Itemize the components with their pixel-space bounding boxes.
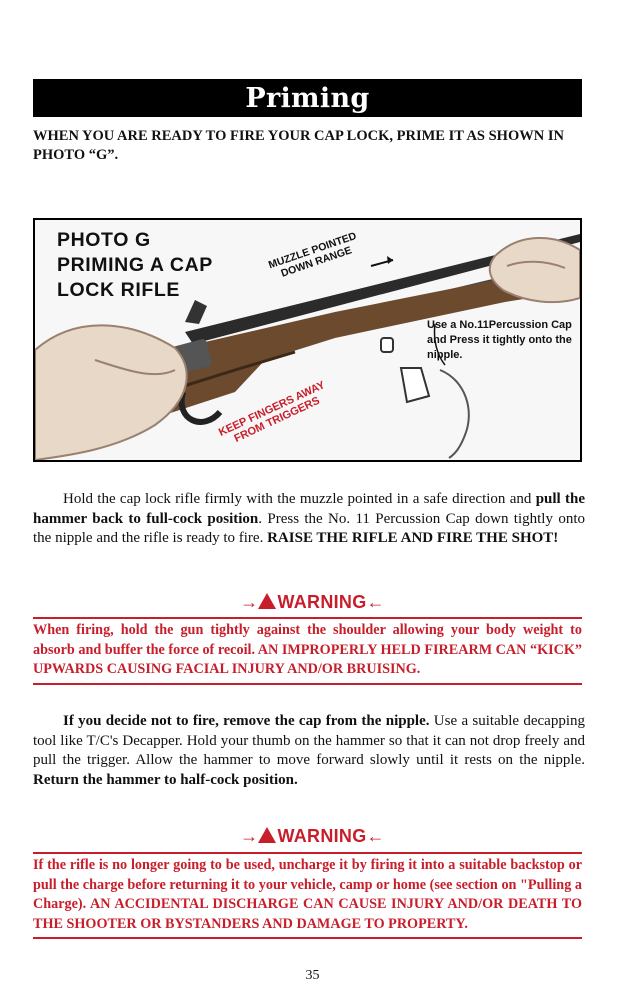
warning-box-2: If the rifle is no longer going to be used, uncharge it by firing it into a suitable backstop or pull the charge before returning it to your vehicle, camp or home (see section on "Pulling a Charge). AN ACCIDENTAL DISCHARGE CAN CAUSE INJURY AND/OR DEATH TO THE SHOOTER OR BYSTANDERS AND DAMAGE TO PROPERTY.: [33, 852, 582, 939]
p1-text-a: Hold the cap lock rifle firmly with the muzzle pointed in a safe direction and: [63, 491, 536, 507]
warning-triangle-icon: [258, 827, 276, 843]
warning-heading-2: → WARNING←: [240, 826, 385, 846]
photo-g: [33, 218, 582, 462]
instruction-paragraph: [33, 490, 585, 549]
cap-callout: Use a No.11Percussion Cap and Press it tightly onto the nipple.: [427, 319, 572, 361]
warning-label-1: WARNING: [277, 592, 367, 612]
p1-bold-b: pull the hammer back to full-cock position: [33, 491, 586, 527]
warning-triangle-icon: [258, 593, 276, 609]
p2-text-b: Use a suitable decapping tool like T/C's Decapper. Hold your thumb on the hammer so that it can not drop freely and pull the trigger. Allow the hammer to move forward slowly until it rests on the nipple.: [33, 713, 586, 768]
warning-box-1: When firing, hold the gun tightly against the shoulder allowing your body weight to absorb and buffer the force of recoil. AN IMPROPERLY HELD FIREARM CAN “KICK” UPWARDS CAUSING FACIAL INJURY AND/OR BRUISING.: [33, 617, 582, 685]
p2-bold-c: Return the hammer to half-cock position.: [33, 771, 298, 788]
p1-bold-d: RAISE THE RIFLE AND FIRE THE SHOT!: [267, 530, 559, 546]
warning-heading-1: → WARNING←: [240, 592, 385, 612]
intro-text: WHEN YOU ARE READY TO FIRE YOUR CAP LOCK, PRIME IT AS SHOWN IN PHOTO “G”.: [33, 128, 564, 163]
fingers-callout: KEEP FINGERS AWAY FROM TRIGGERS: [217, 379, 327, 445]
p2-bold-a: If you decide not to fire, remove the cap from the nipple.: [63, 713, 430, 729]
muzzle-callout: MUZZLE POINTED DOWN RANGE: [267, 229, 359, 280]
page-number: 35: [305, 968, 320, 983]
p1-text-c: . Press the No. 11 Percussion Cap down tightly onto the nipple and the rifle is ready to fire.: [33, 510, 585, 546]
warning-label-2: WARNING: [277, 826, 367, 846]
page-title: Priming: [33, 79, 582, 117]
photo-caption-title: PHOTO G PRIMING A CAP LOCK RIFLE: [57, 229, 213, 301]
decap-paragraph: [33, 712, 585, 790]
